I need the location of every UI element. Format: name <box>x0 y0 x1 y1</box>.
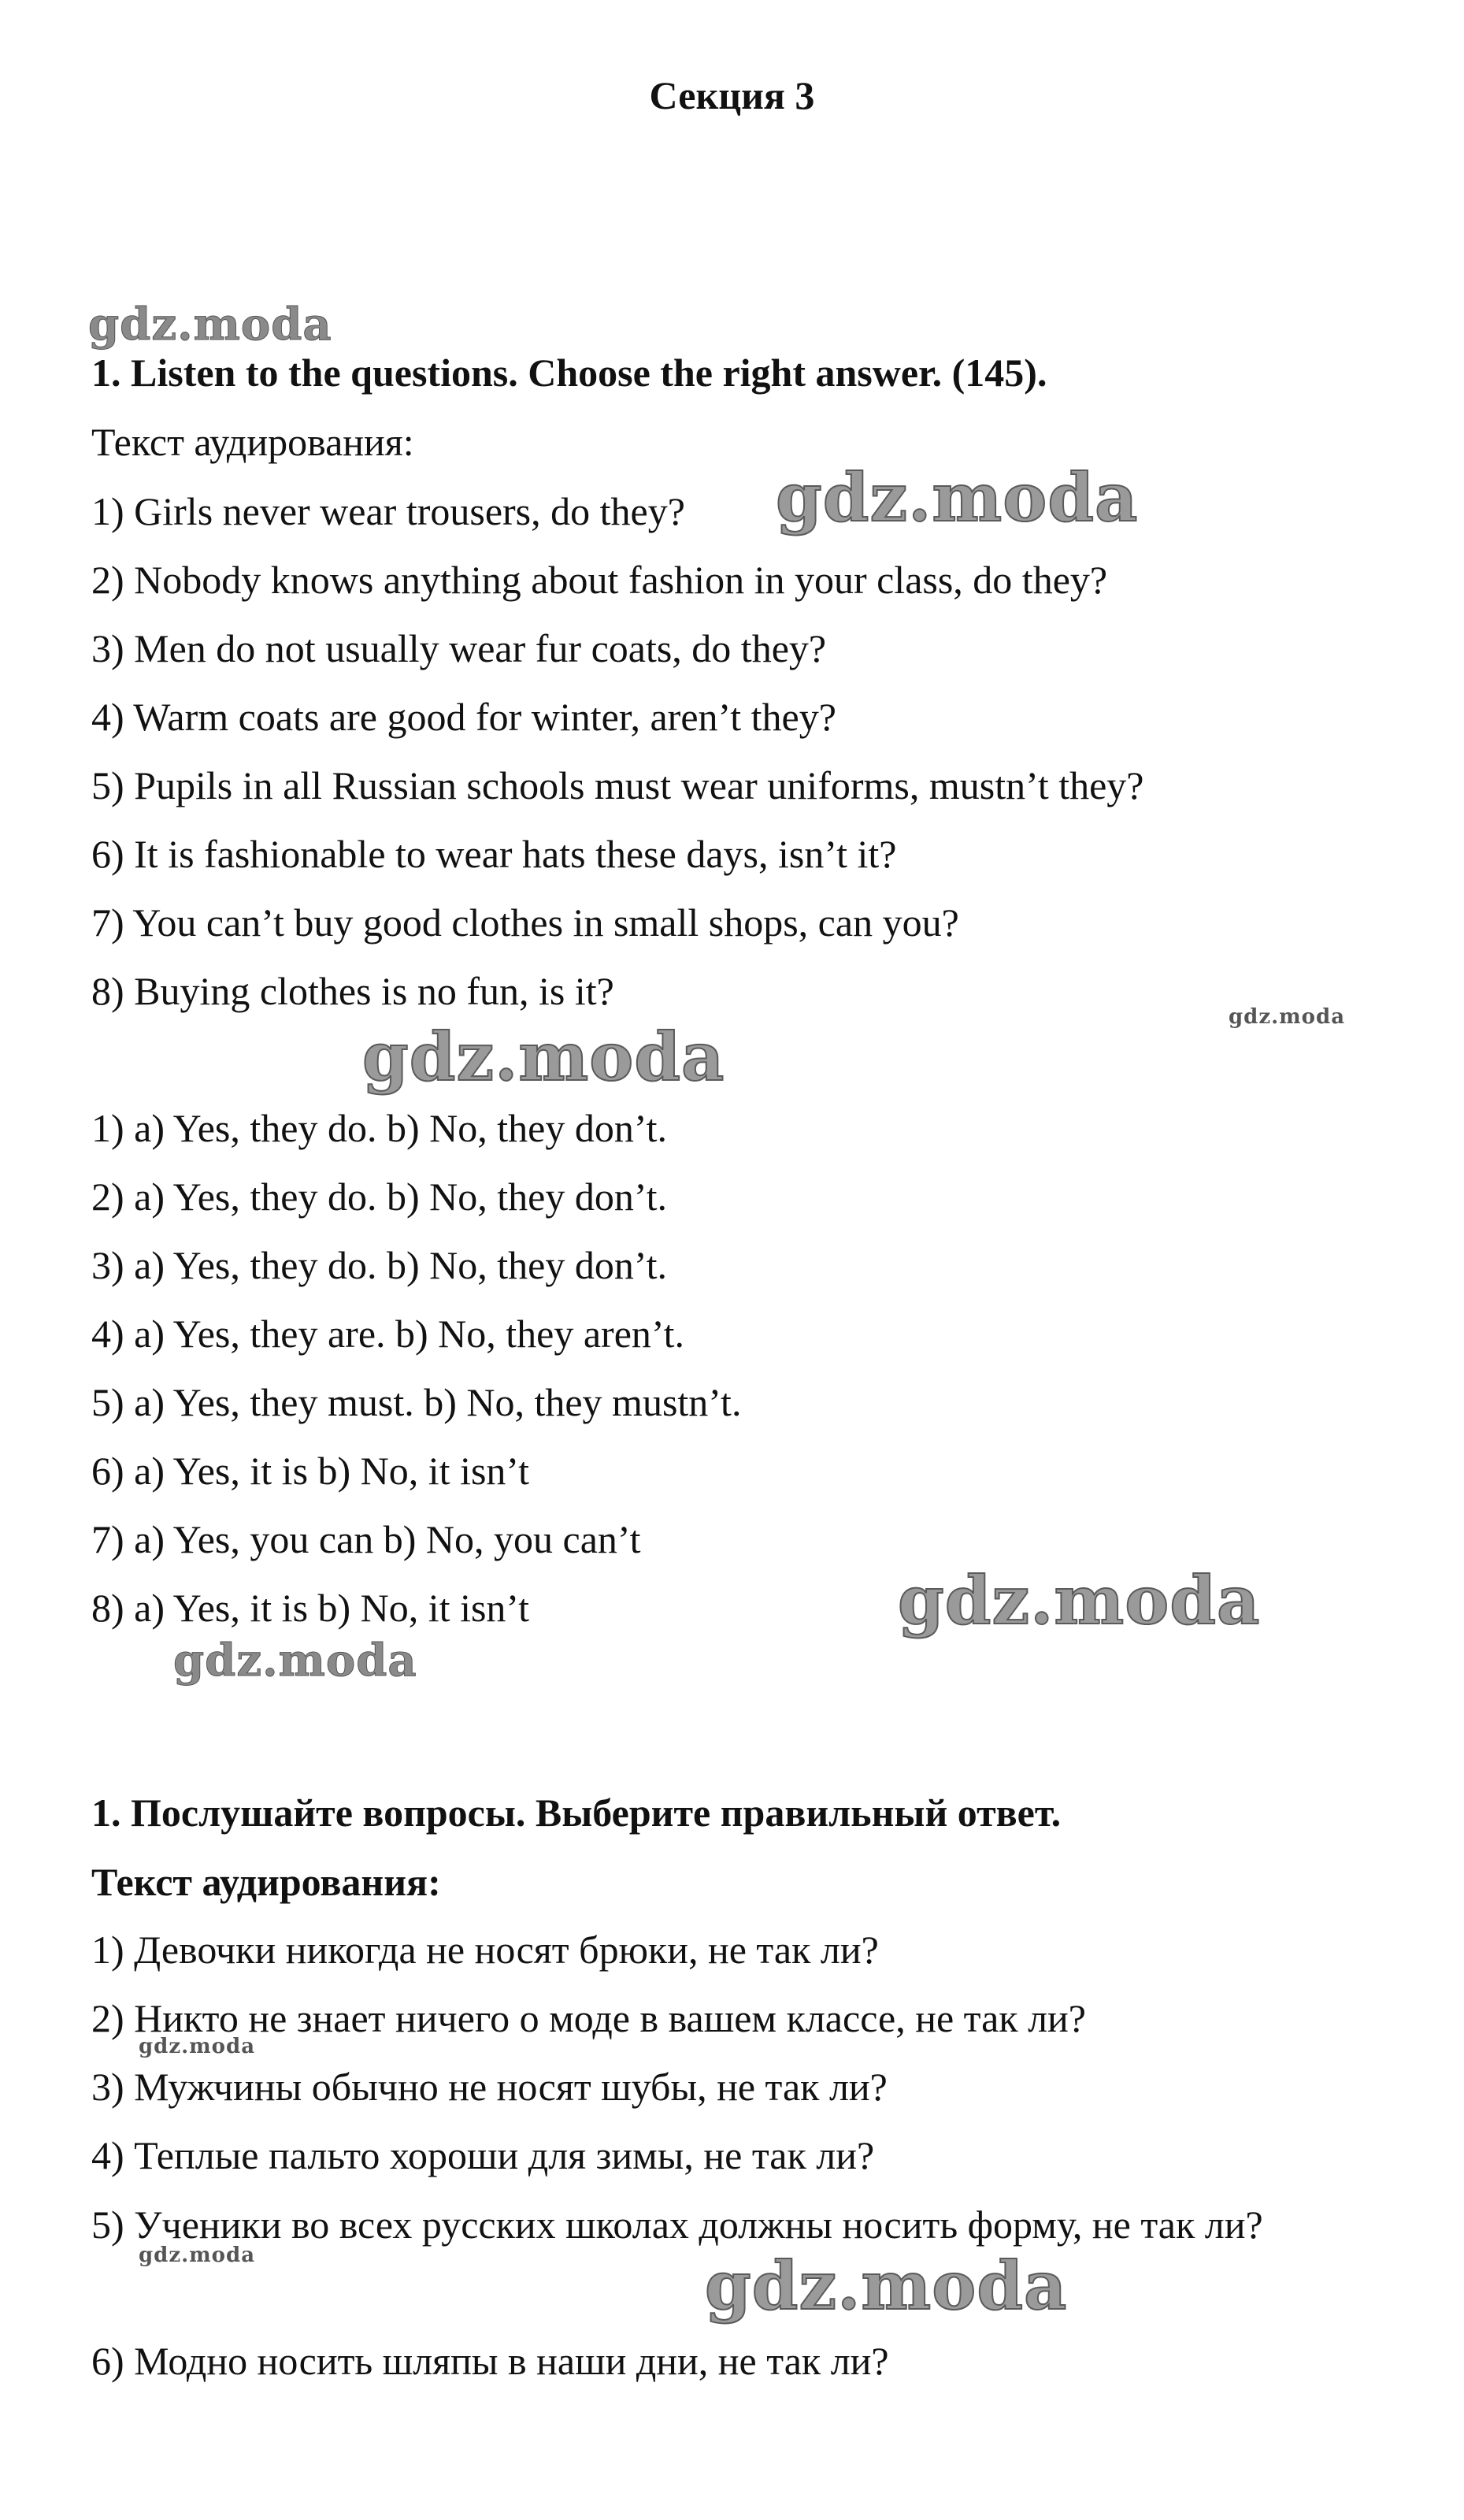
listening-label-en: Текст аудирования: <box>91 420 414 464</box>
watermark: gdz.moda <box>1229 1005 1346 1029</box>
page-title: Секция 3 <box>649 73 815 117</box>
question-item-ru: 1) Девочки никогда не носят брюки, не так ли? <box>91 1928 879 1972</box>
question-item: 7) You can’t buy good clothes in small shops, can you? <box>91 900 959 945</box>
answer-item: 2) a) Yes, they do. b) No, they don’t. <box>91 1175 667 1219</box>
watermark: gdz.moda <box>776 458 1139 536</box>
answer-item: 1) a) Yes, they do. b) No, they don’t. <box>91 1106 667 1150</box>
question-item: 1) Girls never wear trousers, do they? <box>91 489 685 533</box>
watermark: gdz.moda <box>173 1635 417 1687</box>
answer-item: 5) a) Yes, they must. b) No, they mustn’t. <box>91 1380 742 1424</box>
answer-item: 8) a) Yes, it is b) No, it isn’t <box>91 1586 530 1630</box>
question-item-ru: 2) Никто не знает ничего о моде в вашем классе, не так ли? <box>91 1996 1086 2040</box>
question-item-ru: 4) Теплые пальто хороши для зимы, не так ли? <box>91 2133 875 2177</box>
question-item: 2) Nobody knows anything about fashion in your class, do they? <box>91 558 1108 602</box>
watermark: gdz.moda <box>88 299 332 351</box>
task-heading-ru: 1. Послушайте вопросы. Выберите правильный ответ. <box>91 1791 1062 1835</box>
question-item-ru: 3) Мужчины обычно не носят шубы, не так ли? <box>91 2065 888 2109</box>
watermark: gdz.moda <box>139 2035 256 2058</box>
answer-item: 3) a) Yes, they do. b) No, they don’t. <box>91 1243 667 1287</box>
answer-item: 6) a) Yes, it is b) No, it isn’t <box>91 1449 530 1493</box>
question-item-ru: 5) Ученики во всех русских школах должны носить форму, не так ли? <box>91 2203 1263 2247</box>
question-item: 3) Men do not usually wear fur coats, do they? <box>91 626 827 670</box>
answer-item: 4) a) Yes, they are. b) No, they aren’t. <box>91 1312 685 1356</box>
question-item: 8) Buying clothes is no fun, is it? <box>91 969 614 1013</box>
question-item: 5) Pupils in all Russian schools must wear uniforms, mustn’t they? <box>91 763 1144 807</box>
question-item-ru: 6) Модно носить шляпы в наши дни, не так ли? <box>91 2339 889 2383</box>
watermark: gdz.moda <box>362 1018 725 1096</box>
answer-item: 7) a) Yes, you can b) No, you can’t <box>91 1517 641 1561</box>
watermark: gdz.moda <box>705 2247 1068 2325</box>
watermark: gdz.moda <box>139 2244 256 2267</box>
watermark: gdz.moda <box>898 1561 1261 1639</box>
task-heading-en: 1. Listen to the questions. Choose the right answer. (145). <box>91 351 1047 395</box>
question-item: 6) It is fashionable to wear hats these days, isn’t it? <box>91 832 897 876</box>
listening-label-ru: Текст аудирования: <box>91 1860 441 1904</box>
question-item: 4) Warm coats are good for winter, aren’t they? <box>91 695 836 739</box>
